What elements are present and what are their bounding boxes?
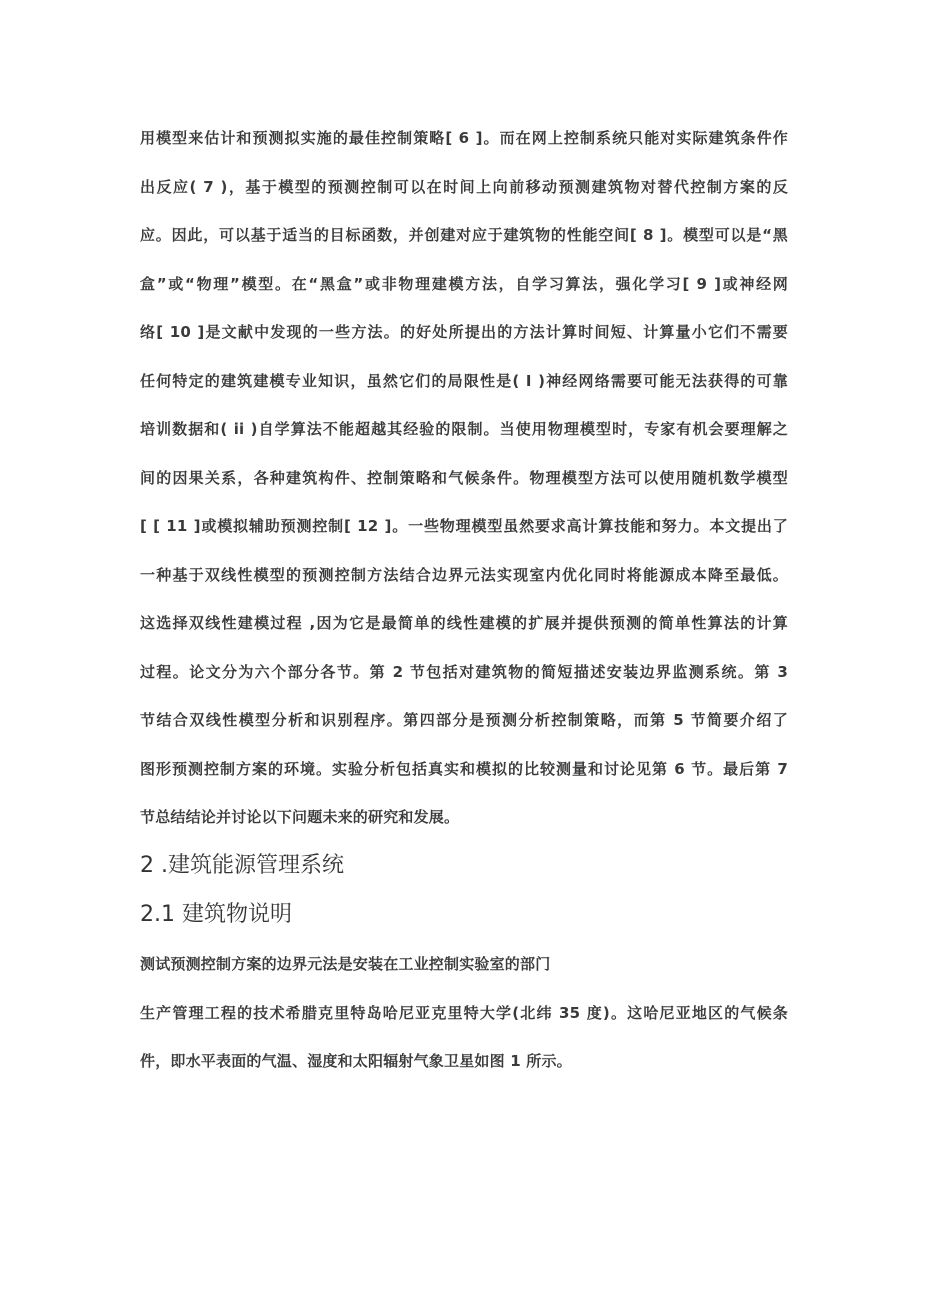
paragraph-line: 测试预测控制方案的边界元法是安装在工业控制实验室的部门 [140, 955, 551, 973]
paragraph-line: 用模型来估计和预测拟实施的最佳控制策略[ 6 ]。而在网上控制系统只能对实际建筑条件作 [140, 129, 788, 147]
paragraph-line: 件，即水平表面的气温、湿度和太阳辐射气象卫星如图 1 所示。 [140, 1052, 572, 1070]
intro-paragraph [140, 124, 788, 852]
subsection-heading: 2.1 建筑物说明 [140, 902, 292, 927]
paragraph-line: 应。因此，可以基于适当的目标函数，并创建对应于建筑物的性能空间[ 8 ]。模型可以是“黑 [140, 226, 788, 244]
paragraph-line: 图形预测控制方案的环境。实验分析包括真实和模拟的比较测量和讨论见第 6 节。最后第 7 [140, 759, 788, 778]
paragraph-line: [ [ 11 ]或模拟辅助预测控制[ 12 ]。一些物理模型虽然要求高计算技能和努力。本文提出了 [140, 517, 788, 535]
paragraph-line: 节结合双线性模型分析和识别程序。第四部分是预测分析控制策略，而第 5 节简要介绍了 [140, 711, 788, 729]
paragraph-line: 培训数据和( ii )自学算法不能超越其经验的限制。当使用物理模型时，专家有机会要理解之 [140, 420, 788, 438]
section-paragraph [140, 950, 788, 1096]
paragraph-line: 节总结结论并讨论以下问题未来的研究和发展。 [140, 808, 460, 826]
paragraph-line: 间的因果关系，各种建筑构件、控制策略和气候条件。物理模型方法可以使用随机数学模型 [140, 468, 788, 487]
paragraph-line: 出反应( 7 )，基于模型的预测控制可以在时间上向前移动预测建筑物对替代控制方案的反 [140, 177, 788, 196]
paragraph-line: 这选择双线性建模过程 ,因为它是最简单的线性建模的扩展并提供预测的简单性算法的计算 [140, 614, 788, 632]
paragraph-line: 生产管理工程的技术希腊克里特岛哈尼亚克里特大学(北纬 35 度)。这哈尼亚地区的气候条 [140, 1003, 788, 1022]
paragraph-line: 络[ 10 ]是文献中发现的一些方法。的好处所提出的方法计算时间短、计算量小它们不需要 [140, 323, 788, 341]
paragraph-line: 一种基于双线性模型的预测控制方法结合边界元法实现室内优化同时将能源成本降至最低。 [140, 565, 788, 584]
paragraph-line: 任何特定的建筑建模专业知识，虽然它们的局限性是( I )神经网络需要可能无法获得的可靠 [140, 371, 788, 390]
paragraph-line: 盒”或“物理”模型。在“黑盒”或非物理建模方法，自学习算法，强化学习[ 9 ]或神经网 [140, 274, 788, 293]
paragraph-line: 过程。论文分为六个部分各节。第 2 节包括对建筑物的简短描述安装边界监测系统。第 3 [140, 662, 788, 681]
section-heading: 2 .建筑能源管理系统 [140, 853, 344, 878]
